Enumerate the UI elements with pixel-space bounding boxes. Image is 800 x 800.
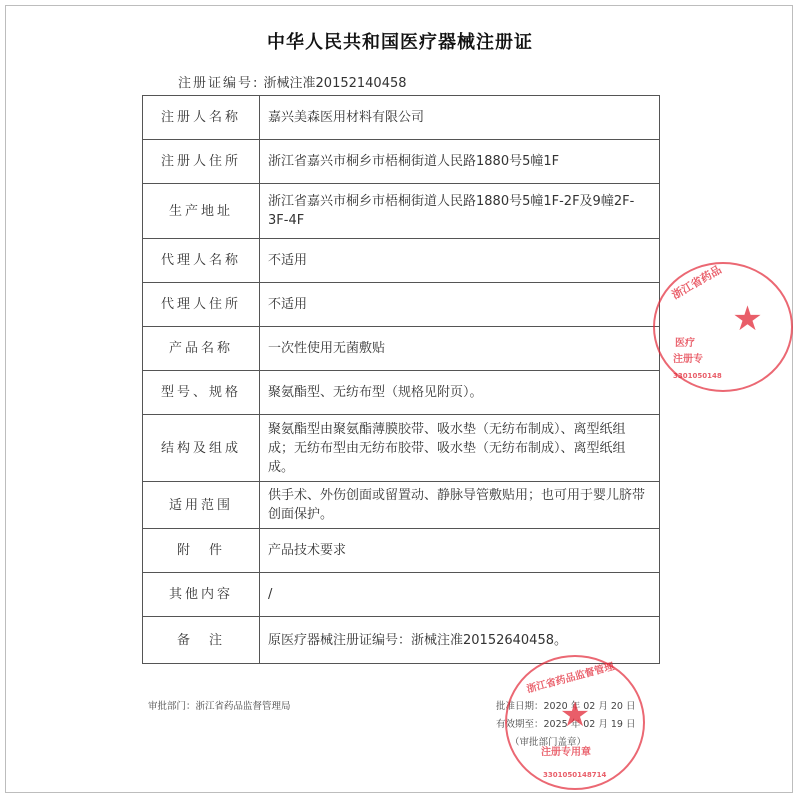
row-label: 备 注 xyxy=(143,617,260,664)
official-seal-right xyxy=(653,262,793,392)
row-value: 聚氨酯型由聚氨酯薄膜胶带、吸水垫（无纺布制成）、离型纸组成；无纺布型由无纺布胶带、吸水垫（无纺布制成）、离型纸组成。 xyxy=(260,415,660,482)
table-row xyxy=(143,573,660,617)
row-label: 注册人住所 xyxy=(143,140,260,184)
row-value: 供手术、外伤创面或留置动、静脉导管敷贴用；也可用于婴儿脐带创面保护。 xyxy=(260,482,660,529)
star-icon: ★ xyxy=(559,694,591,735)
seal-number: 3301050148 xyxy=(673,372,722,380)
seal-inner-text: 注册专用章 xyxy=(541,747,591,758)
row-value: 聚氨酯型、无纺布型（规格见附页）。 xyxy=(260,371,660,415)
approval-date: 批准日期：2020 年 02 月 20 日 xyxy=(496,701,636,712)
table-row xyxy=(143,482,660,529)
row-value: 一次性使用无菌敷贴 xyxy=(260,327,660,371)
table-row xyxy=(143,140,660,184)
row-value: 浙江省嘉兴市桐乡市梧桐街道人民路1880号5幢1F xyxy=(260,140,660,184)
certificate-table xyxy=(142,95,660,664)
row-value: 原医疗器械注册证编号：浙械注准20152640458。 xyxy=(260,617,660,664)
star-icon: ★ xyxy=(732,299,763,340)
row-value: 嘉兴美森医用材料有限公司 xyxy=(260,96,660,140)
row-value: 产品技术要求 xyxy=(260,529,660,573)
seal-ring-text: 浙江省药品 xyxy=(669,263,724,302)
row-value: 不适用 xyxy=(260,239,660,283)
row-value: 不适用 xyxy=(260,283,660,327)
table-row xyxy=(143,327,660,371)
row-label: 型号、规格 xyxy=(143,371,260,415)
official-seal-bottom xyxy=(505,655,645,790)
seal-ring-text: 浙江省药品监督管理 xyxy=(525,661,616,696)
row-value: / xyxy=(260,573,660,617)
row-label: 产品名称 xyxy=(143,327,260,371)
row-label: 适用范围 xyxy=(143,482,260,529)
row-label: 代理人住所 xyxy=(143,283,260,327)
registration-number-value: 浙械注准20152140458 xyxy=(263,76,407,91)
table-row xyxy=(143,415,660,482)
seal-inner-text: 注册专 xyxy=(673,354,703,365)
row-label: 注册人名称 xyxy=(143,96,260,140)
approval-department: 审批部门：浙江省药品监督管理局 xyxy=(148,701,291,712)
table-row xyxy=(143,96,660,140)
row-label: 生产地址 xyxy=(143,184,260,239)
seal-number: 3301050148714 xyxy=(543,771,607,779)
row-label: 代理人名称 xyxy=(143,239,260,283)
row-label: 附 件 xyxy=(143,529,260,573)
row-label: 其他内容 xyxy=(143,573,260,617)
table-row xyxy=(143,184,660,239)
registration-number-label: 注册证编号: xyxy=(178,76,260,91)
row-value: 浙江省嘉兴市桐乡市梧桐街道人民路1880号5幢1F-2F及9幢2F-3F-4F xyxy=(260,184,660,239)
row-label: 结构及组成 xyxy=(143,415,260,482)
table-row xyxy=(143,529,660,573)
table-row xyxy=(143,283,660,327)
table-row xyxy=(143,239,660,283)
document-title: 中华人民共和国医疗器械注册证 xyxy=(267,32,533,53)
table-row xyxy=(143,371,660,415)
registration-number-line xyxy=(178,72,407,91)
valid-until: 有效期至：2025 年 02 月 19 日 xyxy=(496,719,636,730)
seal-inner-text: 医疗 xyxy=(675,338,695,349)
seal-note: （审批部门盖章） xyxy=(510,737,587,748)
